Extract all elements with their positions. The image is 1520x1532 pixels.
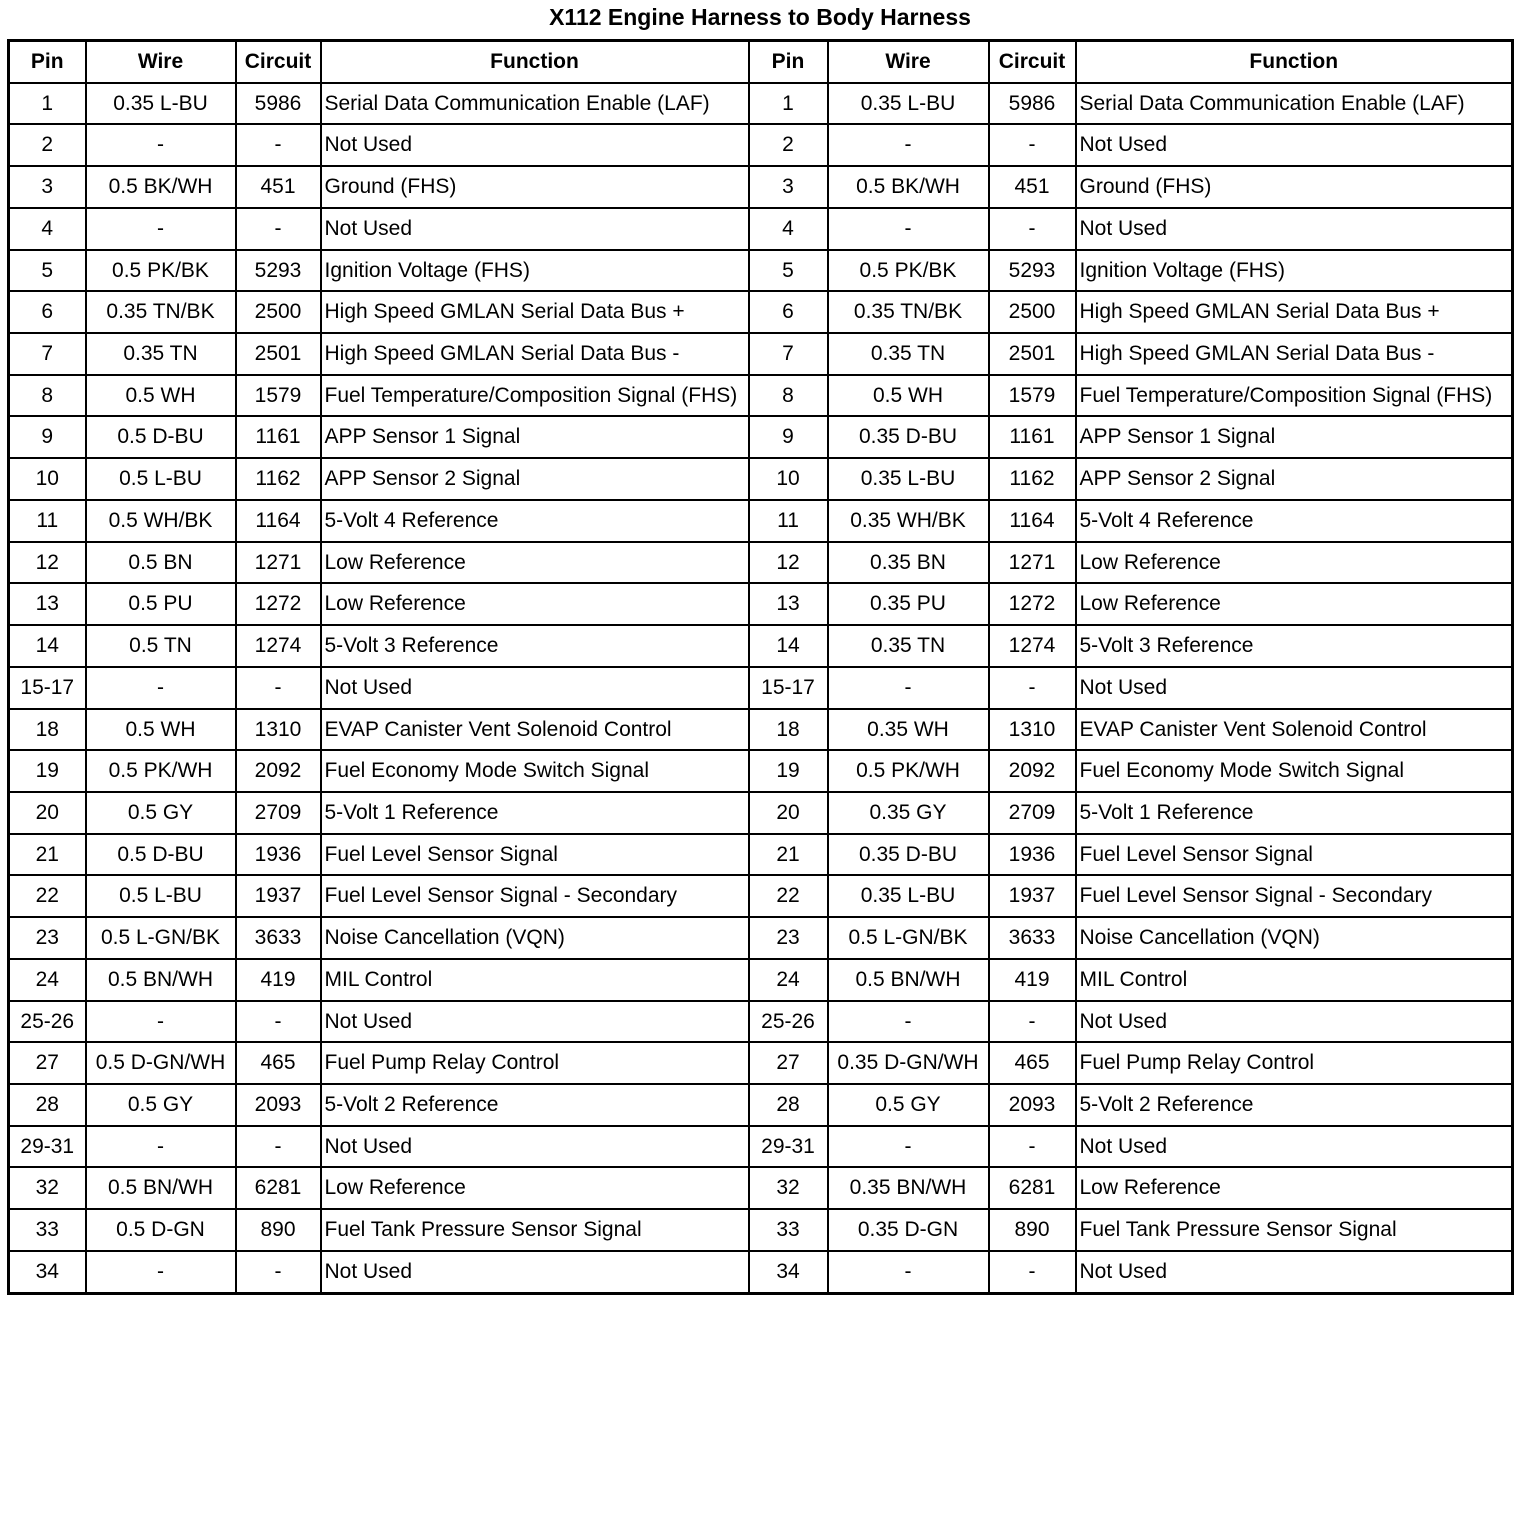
wire-cell: 0.5 L-BU: [86, 458, 236, 500]
function-cell: Ignition Voltage (FHS): [1076, 250, 1513, 292]
table-row: [9, 1209, 1513, 1251]
function-cell: Low Reference: [321, 583, 749, 625]
function-cell: Not Used: [1076, 1251, 1513, 1293]
function-cell: Not Used: [321, 1251, 749, 1293]
pin-cell: 28: [9, 1084, 86, 1126]
circuit-cell: 6281: [236, 1167, 321, 1209]
circuit-cell: -: [989, 1251, 1076, 1293]
pin-cell: 12: [749, 542, 828, 584]
table-row: [9, 1084, 1513, 1126]
wire-cell: 0.35 D-GN: [828, 1209, 989, 1251]
pin-cell: 15-17: [9, 667, 86, 709]
function-cell: Fuel Economy Mode Switch Signal: [1076, 750, 1513, 792]
pin-cell: 6: [9, 291, 86, 333]
pin-cell: 7: [749, 333, 828, 375]
function-cell: Ground (FHS): [321, 166, 749, 208]
circuit-cell: 2501: [236, 333, 321, 375]
function-cell: APP Sensor 1 Signal: [1076, 416, 1513, 458]
function-cell: Fuel Temperature/Composition Signal (FHS): [321, 375, 749, 417]
wire-cell: 0.5 BK/WH: [828, 166, 989, 208]
wire-cell: 0.35 TN/BK: [828, 291, 989, 333]
wire-cell: 0.35 L-BU: [828, 458, 989, 500]
circuit-cell: -: [236, 1126, 321, 1168]
pin-cell: 11: [749, 500, 828, 542]
function-cell: High Speed GMLAN Serial Data Bus -: [321, 333, 749, 375]
wire-cell: 0.35 D-BU: [828, 834, 989, 876]
function-cell: Not Used: [1076, 667, 1513, 709]
pin-cell: 34: [9, 1251, 86, 1293]
circuit-cell: -: [989, 124, 1076, 166]
circuit-cell: 1164: [989, 500, 1076, 542]
wire-cell: 0.5 BN: [86, 542, 236, 584]
wire-cell: 0.35 TN/BK: [86, 291, 236, 333]
pin-cell: 7: [9, 333, 86, 375]
circuit-cell: -: [989, 1126, 1076, 1168]
table-row: [9, 834, 1513, 876]
pin-cell: 24: [749, 959, 828, 1001]
pin-cell: 22: [749, 875, 828, 917]
pin-cell: 10: [9, 458, 86, 500]
wire-cell: -: [828, 667, 989, 709]
wire-cell: -: [86, 1001, 236, 1043]
table-row: [9, 375, 1513, 417]
circuit-cell: 5986: [989, 83, 1076, 125]
table-row: [9, 1167, 1513, 1209]
function-cell: 5-Volt 4 Reference: [321, 500, 749, 542]
pin-cell: 8: [749, 375, 828, 417]
table-row: [9, 208, 1513, 250]
function-cell: Not Used: [321, 1001, 749, 1043]
table-row: [9, 458, 1513, 500]
function-cell: Ignition Voltage (FHS): [321, 250, 749, 292]
wire-cell: 0.35 GY: [828, 792, 989, 834]
circuit-cell: 1937: [989, 875, 1076, 917]
circuit-cell: 2093: [236, 1084, 321, 1126]
circuit-cell: 5293: [989, 250, 1076, 292]
wire-cell: 0.35 TN: [86, 333, 236, 375]
pin-cell: 20: [749, 792, 828, 834]
function-cell: 5-Volt 3 Reference: [1076, 625, 1513, 667]
pin-cell: 11: [9, 500, 86, 542]
function-cell: Not Used: [1076, 1001, 1513, 1043]
table-row: [9, 750, 1513, 792]
circuit-cell: 451: [989, 166, 1076, 208]
table-row: [9, 500, 1513, 542]
circuit-cell: 419: [236, 959, 321, 1001]
circuit-cell: 1161: [989, 416, 1076, 458]
function-cell: 5-Volt 1 Reference: [1076, 792, 1513, 834]
pin-cell: 18: [9, 709, 86, 751]
wire-cell: 0.5 L-GN/BK: [86, 917, 236, 959]
table-row: [9, 1251, 1513, 1293]
circuit-cell: 419: [989, 959, 1076, 1001]
wire-cell: 0.5 WH: [828, 375, 989, 417]
pin-cell: 27: [749, 1042, 828, 1084]
function-cell: Not Used: [321, 124, 749, 166]
function-cell: Fuel Level Sensor Signal - Secondary: [1076, 875, 1513, 917]
wire-cell: 0.5 L-BU: [86, 875, 236, 917]
circuit-cell: -: [236, 1251, 321, 1293]
col-header-circuit-right: Circuit: [989, 41, 1076, 83]
circuit-cell: 2092: [989, 750, 1076, 792]
circuit-cell: 1936: [236, 834, 321, 876]
pin-cell: 19: [749, 750, 828, 792]
table-row: [9, 1042, 1513, 1084]
function-cell: APP Sensor 1 Signal: [321, 416, 749, 458]
pinout-table: [7, 39, 1514, 1295]
col-header-circuit-left: Circuit: [236, 41, 321, 83]
wire-cell: 0.35 BN/WH: [828, 1167, 989, 1209]
wire-cell: 0.5 PK/BK: [828, 250, 989, 292]
pin-cell: 6: [749, 291, 828, 333]
circuit-cell: 890: [236, 1209, 321, 1251]
wire-cell: 0.5 PK/WH: [86, 750, 236, 792]
table-row: [9, 959, 1513, 1001]
circuit-cell: 2500: [236, 291, 321, 333]
wire-cell: 0.35 TN: [828, 625, 989, 667]
circuit-cell: 1271: [989, 542, 1076, 584]
wire-cell: -: [86, 667, 236, 709]
table-row: [9, 166, 1513, 208]
pin-cell: 3: [9, 166, 86, 208]
wire-cell: 0.5 WH: [86, 709, 236, 751]
wire-cell: 0.35 TN: [828, 333, 989, 375]
circuit-cell: -: [236, 1001, 321, 1043]
circuit-cell: 1936: [989, 834, 1076, 876]
wire-cell: 0.35 L-BU: [828, 875, 989, 917]
function-cell: Fuel Tank Pressure Sensor Signal: [1076, 1209, 1513, 1251]
function-cell: High Speed GMLAN Serial Data Bus +: [1076, 291, 1513, 333]
function-cell: Not Used: [321, 208, 749, 250]
circuit-cell: 465: [236, 1042, 321, 1084]
table-row: [9, 1126, 1513, 1168]
function-cell: Fuel Economy Mode Switch Signal: [321, 750, 749, 792]
circuit-cell: 2709: [989, 792, 1076, 834]
circuit-cell: 451: [236, 166, 321, 208]
wire-cell: 0.35 D-GN/WH: [828, 1042, 989, 1084]
function-cell: Fuel Temperature/Composition Signal (FHS): [1076, 375, 1513, 417]
pin-cell: 1: [749, 83, 828, 125]
function-cell: Noise Cancellation (VQN): [1076, 917, 1513, 959]
pin-cell: 9: [9, 416, 86, 458]
function-cell: Noise Cancellation (VQN): [321, 917, 749, 959]
circuit-cell: 1272: [989, 583, 1076, 625]
circuit-cell: 465: [989, 1042, 1076, 1084]
wire-cell: -: [828, 124, 989, 166]
circuit-cell: -: [236, 667, 321, 709]
wire-cell: 0.5 BN/WH: [86, 959, 236, 1001]
table-row: [9, 667, 1513, 709]
function-cell: High Speed GMLAN Serial Data Bus +: [321, 291, 749, 333]
table-row: [9, 416, 1513, 458]
circuit-cell: 1161: [236, 416, 321, 458]
circuit-cell: -: [989, 667, 1076, 709]
table-row: [9, 250, 1513, 292]
pin-cell: 3: [749, 166, 828, 208]
pin-cell: 8: [9, 375, 86, 417]
circuit-cell: 890: [989, 1209, 1076, 1251]
pin-cell: 1: [9, 83, 86, 125]
circuit-cell: 2709: [236, 792, 321, 834]
function-cell: 5-Volt 2 Reference: [1076, 1084, 1513, 1126]
circuit-cell: 6281: [989, 1167, 1076, 1209]
function-cell: MIL Control: [321, 959, 749, 1001]
pin-cell: 2: [9, 124, 86, 166]
wire-cell: 0.5 BN/WH: [828, 959, 989, 1001]
circuit-cell: 1579: [989, 375, 1076, 417]
wire-cell: -: [86, 1251, 236, 1293]
circuit-cell: 1274: [236, 625, 321, 667]
pin-cell: 32: [749, 1167, 828, 1209]
wire-cell: 0.35 BN: [828, 542, 989, 584]
circuit-cell: 1579: [236, 375, 321, 417]
wire-cell: 0.5 GY: [828, 1084, 989, 1126]
circuit-cell: 1937: [236, 875, 321, 917]
circuit-cell: 3633: [989, 917, 1076, 959]
function-cell: Not Used: [1076, 1126, 1513, 1168]
circuit-cell: 1164: [236, 500, 321, 542]
pin-cell: 24: [9, 959, 86, 1001]
table-row: [9, 124, 1513, 166]
function-cell: Serial Data Communication Enable (LAF): [1076, 83, 1513, 125]
wire-cell: 0.5 L-GN/BK: [828, 917, 989, 959]
col-header-wire-left: Wire: [86, 41, 236, 83]
circuit-cell: -: [989, 208, 1076, 250]
function-cell: Not Used: [321, 667, 749, 709]
pin-cell: 22: [9, 875, 86, 917]
wire-cell: 0.5 WH/BK: [86, 500, 236, 542]
col-header-function-right: Function: [1076, 41, 1513, 83]
pin-cell: 33: [749, 1209, 828, 1251]
circuit-cell: -: [989, 1001, 1076, 1043]
wire-cell: -: [828, 1126, 989, 1168]
pin-cell: 4: [9, 208, 86, 250]
header-row: [9, 41, 1513, 83]
function-cell: Fuel Level Sensor Signal: [321, 834, 749, 876]
circuit-cell: 3633: [236, 917, 321, 959]
wire-cell: 0.35 L-BU: [828, 83, 989, 125]
wire-cell: 0.5 PU: [86, 583, 236, 625]
wire-cell: 0.5 BK/WH: [86, 166, 236, 208]
function-cell: MIL Control: [1076, 959, 1513, 1001]
pin-cell: 5: [749, 250, 828, 292]
pin-cell: 23: [749, 917, 828, 959]
function-cell: Not Used: [321, 1126, 749, 1168]
table-body: [9, 83, 1513, 1293]
function-cell: EVAP Canister Vent Solenoid Control: [1076, 709, 1513, 751]
circuit-cell: 1274: [989, 625, 1076, 667]
wire-cell: 0.5 D-BU: [86, 834, 236, 876]
pin-cell: 13: [749, 583, 828, 625]
pin-cell: 25-26: [749, 1001, 828, 1043]
col-header-pin-left: Pin: [9, 41, 86, 83]
wire-cell: -: [828, 1251, 989, 1293]
pin-cell: 14: [749, 625, 828, 667]
col-header-function-left: Function: [321, 41, 749, 83]
table-row: [9, 83, 1513, 125]
pin-cell: 9: [749, 416, 828, 458]
function-cell: 5-Volt 3 Reference: [321, 625, 749, 667]
wire-cell: 0.35 WH: [828, 709, 989, 751]
circuit-cell: 1272: [236, 583, 321, 625]
wire-cell: -: [86, 1126, 236, 1168]
circuit-cell: 1310: [989, 709, 1076, 751]
function-cell: APP Sensor 2 Signal: [1076, 458, 1513, 500]
function-cell: Fuel Pump Relay Control: [321, 1042, 749, 1084]
wire-cell: -: [828, 1001, 989, 1043]
circuit-cell: 1162: [236, 458, 321, 500]
function-cell: Fuel Level Sensor Signal: [1076, 834, 1513, 876]
circuit-cell: 5293: [236, 250, 321, 292]
pin-cell: 18: [749, 709, 828, 751]
wire-cell: 0.5 GY: [86, 792, 236, 834]
pin-cell: 20: [9, 792, 86, 834]
function-cell: Not Used: [1076, 124, 1513, 166]
function-cell: Serial Data Communication Enable (LAF): [321, 83, 749, 125]
page-title: X112 Engine Harness to Body Harness: [549, 4, 971, 30]
circuit-cell: -: [236, 124, 321, 166]
function-cell: Low Reference: [1076, 542, 1513, 584]
function-cell: Fuel Tank Pressure Sensor Signal: [321, 1209, 749, 1251]
pin-cell: 13: [9, 583, 86, 625]
wire-cell: 0.35 PU: [828, 583, 989, 625]
circuit-cell: 2093: [989, 1084, 1076, 1126]
circuit-cell: 5986: [236, 83, 321, 125]
wire-cell: -: [828, 208, 989, 250]
col-header-wire-right: Wire: [828, 41, 989, 83]
function-cell: EVAP Canister Vent Solenoid Control: [321, 709, 749, 751]
circuit-cell: 2092: [236, 750, 321, 792]
pin-cell: 5: [9, 250, 86, 292]
function-cell: Fuel Pump Relay Control: [1076, 1042, 1513, 1084]
pin-cell: 23: [9, 917, 86, 959]
wire-cell: 0.5 BN/WH: [86, 1167, 236, 1209]
wire-cell: 0.5 TN: [86, 625, 236, 667]
circuit-cell: 1271: [236, 542, 321, 584]
wire-cell: 0.5 D-GN/WH: [86, 1042, 236, 1084]
wire-cell: 0.5 D-BU: [86, 416, 236, 458]
pin-cell: 32: [9, 1167, 86, 1209]
pin-cell: 29-31: [749, 1126, 828, 1168]
circuit-cell: 2501: [989, 333, 1076, 375]
pin-cell: 19: [9, 750, 86, 792]
circuit-cell: 1162: [989, 458, 1076, 500]
pin-cell: 21: [9, 834, 86, 876]
circuit-cell: 2500: [989, 291, 1076, 333]
function-cell: Fuel Level Sensor Signal - Secondary: [321, 875, 749, 917]
function-cell: 5-Volt 2 Reference: [321, 1084, 749, 1126]
function-cell: 5-Volt 4 Reference: [1076, 500, 1513, 542]
pin-cell: 12: [9, 542, 86, 584]
pin-cell: 29-31: [9, 1126, 86, 1168]
table-row: [9, 917, 1513, 959]
pin-cell: 4: [749, 208, 828, 250]
function-cell: Low Reference: [1076, 1167, 1513, 1209]
pin-cell: 34: [749, 1251, 828, 1293]
wire-cell: 0.5 PK/WH: [828, 750, 989, 792]
wire-cell: 0.35 L-BU: [86, 83, 236, 125]
wire-cell: 0.5 WH: [86, 375, 236, 417]
pin-cell: 33: [9, 1209, 86, 1251]
wire-cell: 0.5 GY: [86, 1084, 236, 1126]
function-cell: APP Sensor 2 Signal: [321, 458, 749, 500]
table-row: [9, 1001, 1513, 1043]
wire-cell: 0.35 WH/BK: [828, 500, 989, 542]
pin-cell: 28: [749, 1084, 828, 1126]
circuit-cell: -: [236, 208, 321, 250]
function-cell: 5-Volt 1 Reference: [321, 792, 749, 834]
circuit-cell: 1310: [236, 709, 321, 751]
wire-cell: 0.5 PK/BK: [86, 250, 236, 292]
table-row: [9, 333, 1513, 375]
table-row: [9, 542, 1513, 584]
pin-cell: 21: [749, 834, 828, 876]
wire-cell: -: [86, 124, 236, 166]
function-cell: Ground (FHS): [1076, 166, 1513, 208]
pin-cell: 15-17: [749, 667, 828, 709]
function-cell: Not Used: [1076, 208, 1513, 250]
table-row: [9, 709, 1513, 751]
table-row: [9, 291, 1513, 333]
col-header-pin-right: Pin: [749, 41, 828, 83]
table-row: [9, 875, 1513, 917]
function-cell: Low Reference: [1076, 583, 1513, 625]
wire-cell: 0.5 D-GN: [86, 1209, 236, 1251]
pin-cell: 27: [9, 1042, 86, 1084]
function-cell: Low Reference: [321, 542, 749, 584]
function-cell: Low Reference: [321, 1167, 749, 1209]
wire-cell: 0.35 D-BU: [828, 416, 989, 458]
pin-cell: 2: [749, 124, 828, 166]
pin-cell: 14: [9, 625, 86, 667]
wire-cell: -: [86, 208, 236, 250]
pin-cell: 10: [749, 458, 828, 500]
table-row: [9, 792, 1513, 834]
pin-cell: 25-26: [9, 1001, 86, 1043]
table-row: [9, 583, 1513, 625]
table-row: [9, 625, 1513, 667]
function-cell: High Speed GMLAN Serial Data Bus -: [1076, 333, 1513, 375]
